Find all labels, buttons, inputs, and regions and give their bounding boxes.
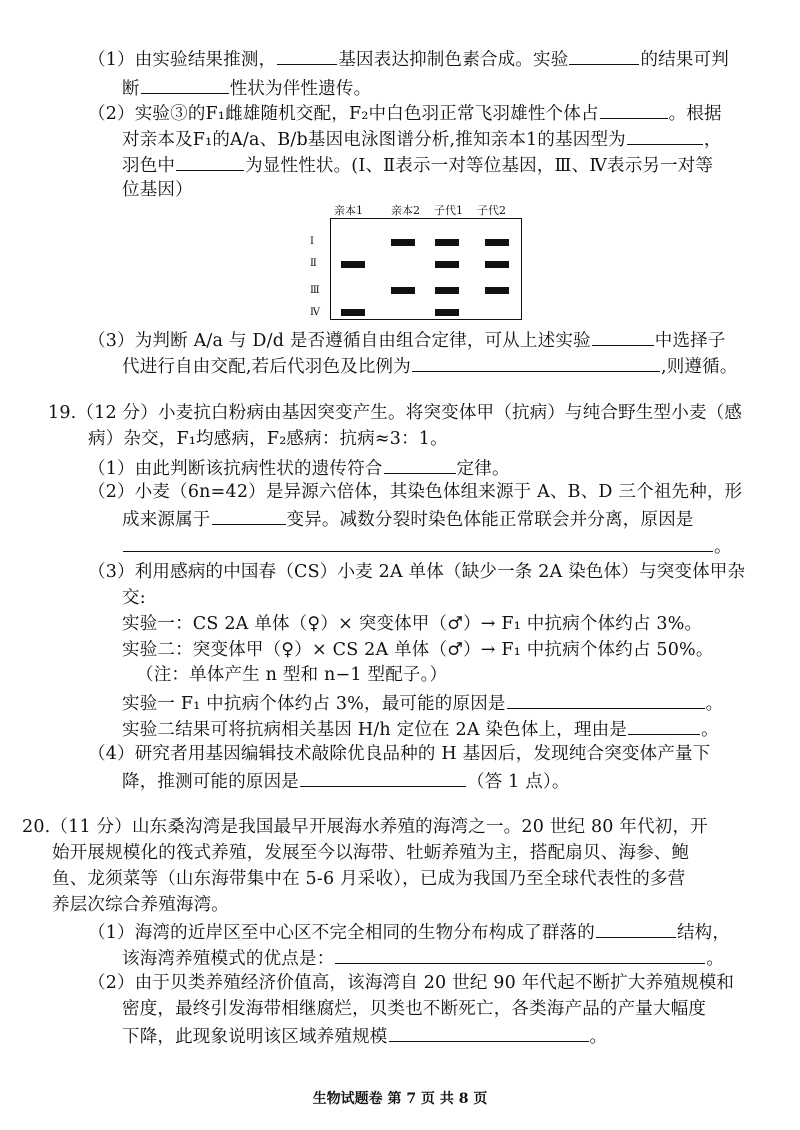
gel-band [435, 309, 459, 316]
gel-header-offspring2: 子代2 [477, 204, 506, 217]
q19-part2-line2: 成来源属于 变异。减数分裂时染色体能正常联会并分离，原因是 [122, 506, 694, 532]
answer-blank[interactable] [212, 506, 286, 525]
answer-blank[interactable] [277, 46, 337, 65]
q20-intro-line3: 鱼、龙须菜等（山东海带集中在 5-6 月采收），已成为我国乃至全球代表性的多营 [52, 869, 686, 889]
q20-intro-line4: 养层次综合养殖海湾。 [52, 895, 229, 915]
answer-blank[interactable] [592, 327, 654, 346]
answer-blank[interactable] [123, 533, 713, 552]
q19-part4-line1: （4）研究者用基因编辑技术敲除优良品种的 H 基因后，发现纯合突变体产量下 [88, 744, 711, 764]
q18-part1-line2: 断 性状为伴性遗传。 [122, 75, 371, 101]
q18-part2-line2: 对亲本及F₁的A/a、B/b基因电泳图谱分析,推知亲本1的基因型为 ， [122, 126, 722, 152]
gel-band [341, 261, 365, 268]
gel-band [341, 309, 365, 316]
q18-part3-line2: 代进行自由交配,若后代羽色及比例为 ,则遵循。 [122, 353, 738, 379]
q20-intro-line1: 20.（11 分）山东桑沟湾是我国最早开展海水养殖的海湾之一。20 世纪 80 年代初，开 [22, 817, 708, 837]
gel-band [391, 239, 415, 246]
q19-part2-line3: 。 [122, 533, 732, 559]
gel-header-parent1: 亲本1 [334, 204, 363, 217]
answer-blank[interactable] [569, 46, 639, 65]
q18-part2-line4: 位基因） [122, 180, 193, 200]
gel-row-label-III: Ⅲ [310, 285, 320, 296]
answer-blank[interactable] [628, 716, 700, 735]
q19-question-b: 实验二结果可将抗病相关基因 H/h 定位在 2A 染色体上，理由是 。 [122, 716, 719, 742]
q18-part2-line1: （2）实验③的F₁雌雄随机交配，F₂中白色羽正常飞羽雄性个体占 。根据 [88, 100, 722, 126]
q20-part2-line3: 下降，此现象说明该区域养殖规模 。 [122, 1023, 607, 1049]
q20-intro-line2: 始开展规模化的筏式养殖，发展至今以海带、牡蛎养殖为主，搭配扇贝、海参、鲍 [52, 843, 690, 863]
gel-band [435, 239, 459, 246]
answer-blank[interactable] [627, 126, 703, 145]
q19-part3-line1: （3）利用感病的中国春（CS）小麦 2A 单体（缺少一条 2A 染色体）与突变体甲杂 [88, 562, 746, 582]
q19-part1: （1）由此判断该抗病性状的遗传符合 定律。 [88, 455, 510, 481]
gel-header-parent2: 亲本2 [391, 204, 420, 217]
gel-band [435, 287, 459, 294]
gel-band [485, 239, 509, 246]
q18-part3-line1: （3）为判断 A/a 与 D/d 是否遵循自由组合定律，可从上述实验 中选择子 [88, 327, 726, 353]
q19-part2-line1: （2）小麦（6n=42）是异源六倍体，其染色体组来源于 A、B、D 三个祖先种，形 [88, 482, 743, 502]
gel-row-label-II: Ⅱ [310, 258, 317, 269]
q19-intro-line1: 19.（12 分）小麦抗白粉病由基因突变产生。将突变体甲（抗病）与纯合野生型小麦（感 [48, 403, 743, 423]
q20-part2-line1: （2）由于贝类养殖经济价值高，该海湾自 20 世纪 90 年代起不断扩大养殖规模和 [88, 973, 735, 993]
q19-part3-line2: 交: [122, 588, 146, 608]
answer-blank[interactable] [596, 919, 676, 938]
q18-part2-line3: 羽色中 为显性性状。(Ⅰ、Ⅱ表示一对等位基因，Ⅲ、Ⅳ表示另一对等 [122, 152, 713, 178]
gel-row-label-I: Ⅰ [310, 236, 314, 247]
q20-part1-line2: 该海湾养殖模式的优点是： 。 [122, 945, 724, 971]
q19-question-a: 实验一 F₁ 中抗病个体约占 3%，最可能的原因是 。 [122, 690, 723, 716]
gel-row-label-IV: Ⅳ [310, 307, 320, 318]
answer-blank[interactable] [176, 152, 244, 171]
answer-blank[interactable] [141, 75, 229, 94]
q20-part2-line2: 密度，最终引发海带相继腐烂，贝类也不断死亡，各类海产品的产量大幅度 [122, 999, 707, 1019]
answer-blank[interactable] [300, 768, 466, 787]
q19-note: （注：单体产生 n 型和 n−1 型配子。） [136, 665, 448, 685]
q19-part4-line2: 降，推测可能的原因是 （答 1 点）。 [122, 768, 570, 794]
answer-blank[interactable] [384, 455, 456, 474]
gel-header-offspring1: 子代1 [434, 204, 463, 217]
page-footer: 生物试题卷 第 7 页 共 8 页 [312, 1091, 488, 1107]
q18-part1-line1: （1）由实验结果推测， 基因表达抑制色素合成。实验 的结果可判 [88, 46, 729, 72]
q19-experiment2: 实验二：突变体甲（♀）× CS 2A 单体（♂）→ F₁ 中抗病个体约占 50%。 [122, 640, 714, 660]
q19-intro-line2: 病）杂交，F₁均感病，F₂感病：抗病≈3：1。 [88, 429, 448, 449]
answer-blank[interactable] [389, 1023, 589, 1042]
answer-blank[interactable] [335, 945, 705, 964]
q19-experiment1: 实验一：CS 2A 单体（♀）× 突变体甲（♂）→ F₁ 中抗病个体约占 3%。 [122, 614, 703, 634]
electrophoresis-gel [330, 218, 522, 320]
gel-band [485, 287, 509, 294]
gel-band [391, 287, 415, 294]
answer-blank[interactable] [600, 100, 668, 119]
answer-blank[interactable] [507, 690, 705, 709]
gel-band [485, 261, 509, 268]
gel-band [435, 261, 459, 268]
answer-blank[interactable] [412, 353, 660, 372]
q20-part1-line1: （1）海湾的近岸区至中心区不完全相同的生物分布构成了群落的 结构， [88, 919, 730, 945]
